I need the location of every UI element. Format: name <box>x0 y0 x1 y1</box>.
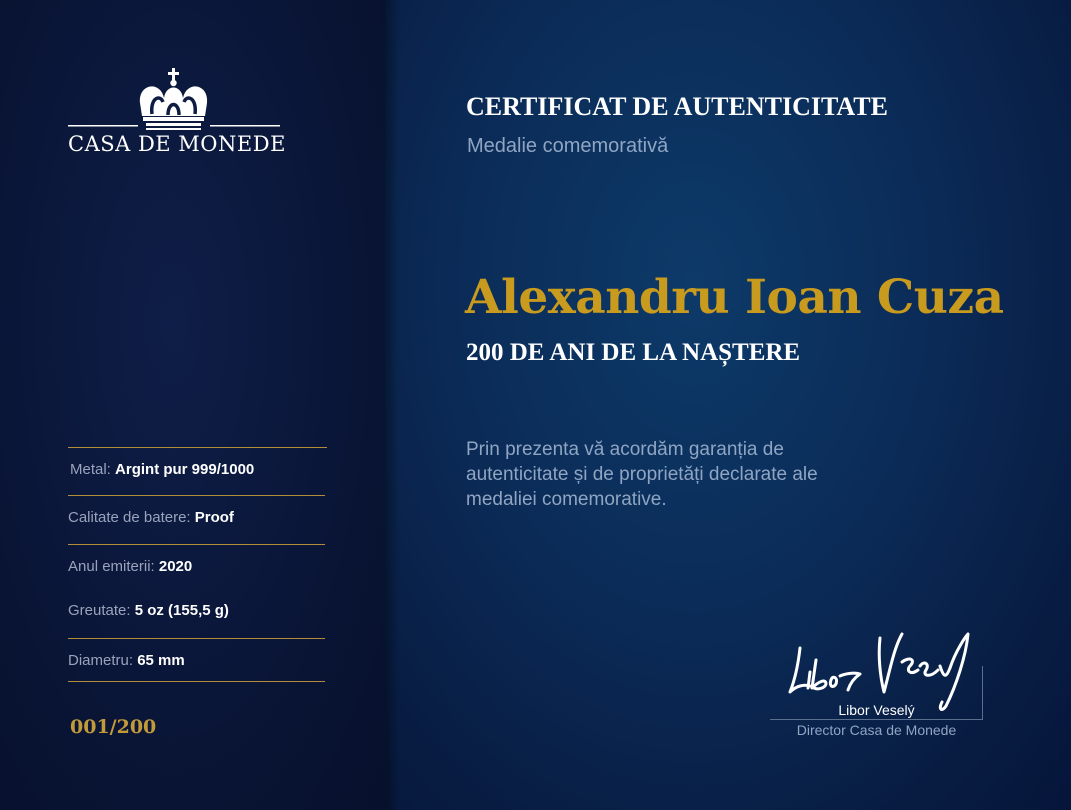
serial-number: 001/200 <box>70 716 157 738</box>
logo-wordmark: CASA DE MONEDE <box>68 132 286 156</box>
spec-value: Proof <box>194 509 234 526</box>
signer-role: Director Casa de Monede <box>796 722 957 738</box>
divider <box>68 681 325 682</box>
spec-value: 2020 <box>158 558 193 575</box>
signer-name: Libor Veselý <box>838 702 915 718</box>
certificate-title: CERTIFICAT DE AUTENTICITATE <box>466 92 888 121</box>
spec-label: Greutate: <box>68 602 131 619</box>
spec-metal <box>68 447 327 478</box>
spec-quality <box>68 495 325 526</box>
brand-logo <box>68 68 286 156</box>
signature-line <box>770 719 983 720</box>
spec-label: Diametru: <box>68 652 134 669</box>
spec-label: Metal: <box>70 461 111 478</box>
certificate-subtitle: Medalie comemorativă <box>467 135 669 157</box>
spec-year <box>68 544 325 575</box>
spec-value: Argint pur 999/1000 <box>115 461 255 478</box>
spec-value: 65 mm <box>137 652 185 669</box>
certificate-body: Prin prezenta vă acordăm garanția de autenticitate și de proprietăți declarate ale medaliei comemorative. <box>466 439 818 510</box>
spec-value: 5 oz (155,5 g) <box>134 602 229 619</box>
spec-weight <box>68 590 325 619</box>
spec-diameter <box>68 638 325 669</box>
medal-occasion: 200 DE ANI DE LA NAȘTERE <box>466 339 801 366</box>
spec-label: Anul emiterii: <box>68 558 155 575</box>
spec-label: Calitate de batere: <box>68 509 191 526</box>
medal-name: Alexandru Ioan Cuza <box>465 270 1004 325</box>
